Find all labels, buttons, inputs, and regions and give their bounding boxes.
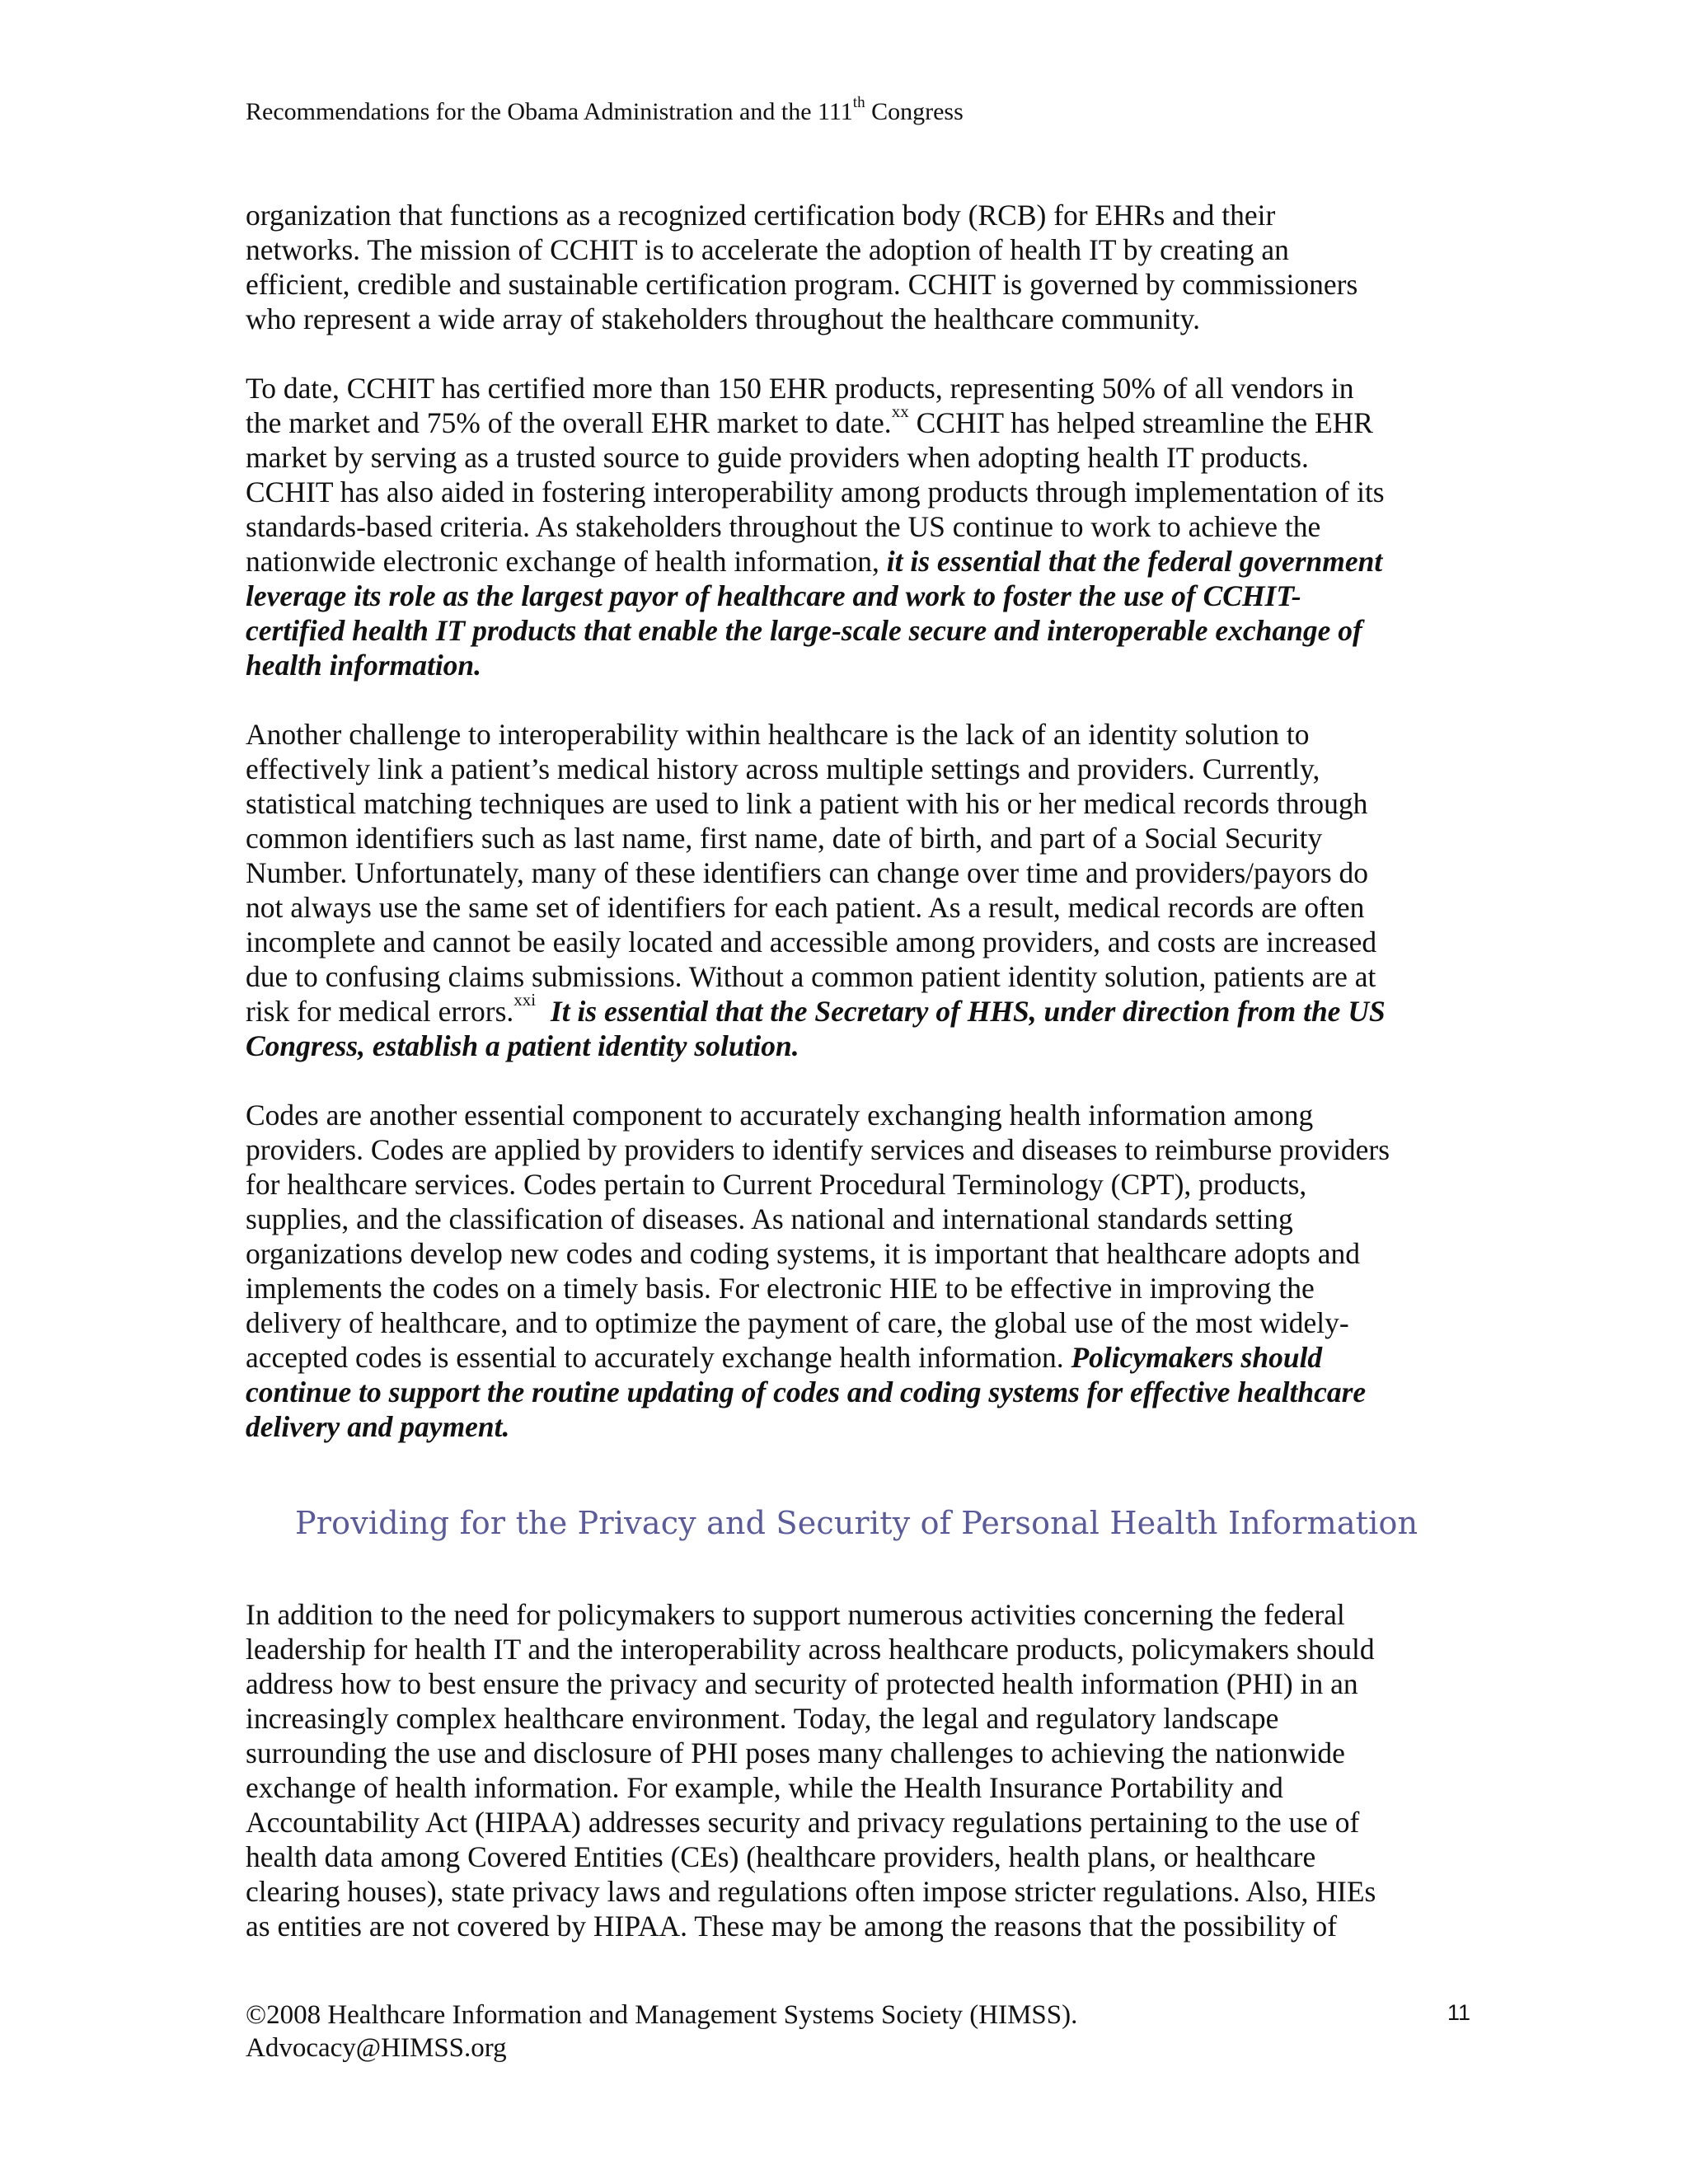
text-line: exchange of health information. For example, while the Health Insurance Portability and [246,1771,1283,1804]
text-line: Another challenge to interoperability within healthcare is the lack of an identity solution to [246,718,1310,751]
footnote-marker[interactable]: xx [891,401,909,422]
text-line: CCHIT has also aided in fostering interoperability among products through implementation of its [246,476,1385,509]
page-number: 11 [1447,2000,1471,2025]
text-line: for healthcare services. Codes pertain to Current Procedural Terminology (CPT), products, [246,1168,1307,1201]
recommendation-emphasis: certified health IT products that enable the large-scale secure and interoperable exchange of [246,614,1362,647]
paragraph-codes [246,1098,1441,1444]
text-line: networks. The mission of CCHIT is to accelerate the adoption of health IT by creating an [246,233,1289,266]
text-line: supplies, and the classification of diseases. As national and international standards setting [246,1202,1293,1235]
text-line: due to confusing claims submissions. Without a common patient identity solution, patients are at [246,960,1376,993]
recommendation-emphasis: It is essential that the Secretary of HHS, under direction from the US [536,995,1386,1028]
text-line: health data among Covered Entities (CEs) (healthcare providers, health plans, or healthcare [246,1840,1316,1873]
footer-copyright: ©2008 Healthcare Information and Management Systems Society (HIMSS). [246,2000,1078,2030]
text-line: as entities are not covered by HIPAA. These may be among the reasons that the possibility of [246,1910,1338,1943]
running-header [246,94,964,127]
paragraph-privacy-security [246,1597,1441,1943]
text-line: address how to best ensure the privacy and security of protected health information (PHI) in an [246,1667,1358,1700]
text-line: Accountability Act (HIPAA) addresses security and privacy regulations pertaining to the use of [246,1806,1360,1839]
text-line: efficient, credible and sustainable certification program. CCHIT is governed by commissioners [246,268,1358,301]
text-line: common identifiers such as last name, first name, date of birth, and part of a Social Security [246,822,1323,855]
text-line: Number. Unfortunately, many of these identifiers can change over time and providers/payors do [246,856,1369,889]
running-header-title-suffix: Congress [865,98,964,125]
text-line: who represent a wide array of stakeholders throughout the healthcare community. [246,302,1200,335]
text-line: providers. Codes are applied by providers to identify services and diseases to reimburse providers [246,1133,1390,1166]
text-line: increasingly complex healthcare environment. Today, the legal and regulatory landscape [246,1702,1279,1735]
paragraph-cchit-intro [246,198,1441,336]
paragraph-cchit-certification [246,371,1441,682]
text-line: market by serving as a trusted source to guide providers when adopting health IT products. [246,441,1309,474]
text-line: implements the codes on a timely basis. For electronic HIE to be effective in improving the [246,1272,1315,1305]
text-line: standards-based criteria. As stakeholders throughout the US continue to work to achieve the [246,510,1321,543]
running-header-superscript: th [852,94,865,111]
section-heading: Providing for the Privacy and Security of Personal Health Information [295,1505,1418,1541]
text-line: accepted codes is essential to accurately exchange health information. Policymakers should [246,1341,1323,1374]
text-line: effectively link a patient’s medical history across multiple settings and providers. Currently, [246,752,1320,785]
text-line: delivery of healthcare, and to optimize the payment of care, the global use of the most widely- [246,1306,1349,1339]
page-footer [246,1999,1077,2064]
text-line: the market and 75% of the overall EHR market to date.$^{xx}$ CCHIT has helped streamline the EHR [246,401,1373,439]
text-line: organization that functions as a recognized certification body (RCB) for EHRs and their [246,199,1276,232]
recommendation-emphasis: Congress, establish a patient identity solution. [246,1029,799,1062]
recommendation-emphasis: delivery and payment. [246,1410,510,1443]
running-header-title: Recommendations for the Obama Administration and the 111 [246,98,853,125]
recommendation-emphasis: Policymakers should [1071,1341,1323,1374]
text-line: clearing houses), state privacy laws and regulations often impose stricter regulations. Also, HIEs [246,1875,1376,1908]
text-line: surrounding the use and disclosure of PHI poses many challenges to achieving the nationwide [246,1736,1345,1769]
text-line: incomplete and cannot be easily located and accessible among providers, and costs are increased [246,926,1377,958]
footer-email-link[interactable]: Advocacy@HIMSS.org [246,2033,507,2063]
recommendation-emphasis: leverage its role as the largest payor of healthcare and work to foster the use of CCHIT- [246,579,1301,612]
text-line: In addition to the need for policymakers to support numerous activities concerning the federal [246,1598,1345,1631]
text-line: leadership for health IT and the interoperability across healthcare products, policymakers should [246,1633,1375,1666]
text-line: not always use the same set of identifiers for each patient. As a result, medical records are often [246,891,1365,924]
text-line: nationwide electronic exchange of health information, it is essential that the federal government [246,545,1383,578]
text-line: Codes are another essential component to accurately exchanging health information among [246,1099,1314,1132]
recommendation-emphasis: continue to support the routine updating of codes and coding systems for effective healthcare [246,1376,1367,1408]
text-line: To date, CCHIT has certified more than 150 EHR products, representing 50% of all vendors in [246,372,1354,405]
recommendation-emphasis: health information. [246,649,482,682]
text-line: statistical matching techniques are used to link a patient with his or her medical records through [246,787,1368,820]
footnote-marker[interactable]: xxi [513,990,537,1010]
text-line: risk for medical errors.$^{xxi}$ It is essential that the Secretary of HHS, under direction from the US [246,990,1386,1028]
text-line: organizations develop new codes and coding systems, it is important that healthcare adopts and [246,1237,1360,1270]
recommendation-emphasis: it is essential that the federal government [886,545,1383,578]
paragraph-patient-identity [246,717,1441,1063]
